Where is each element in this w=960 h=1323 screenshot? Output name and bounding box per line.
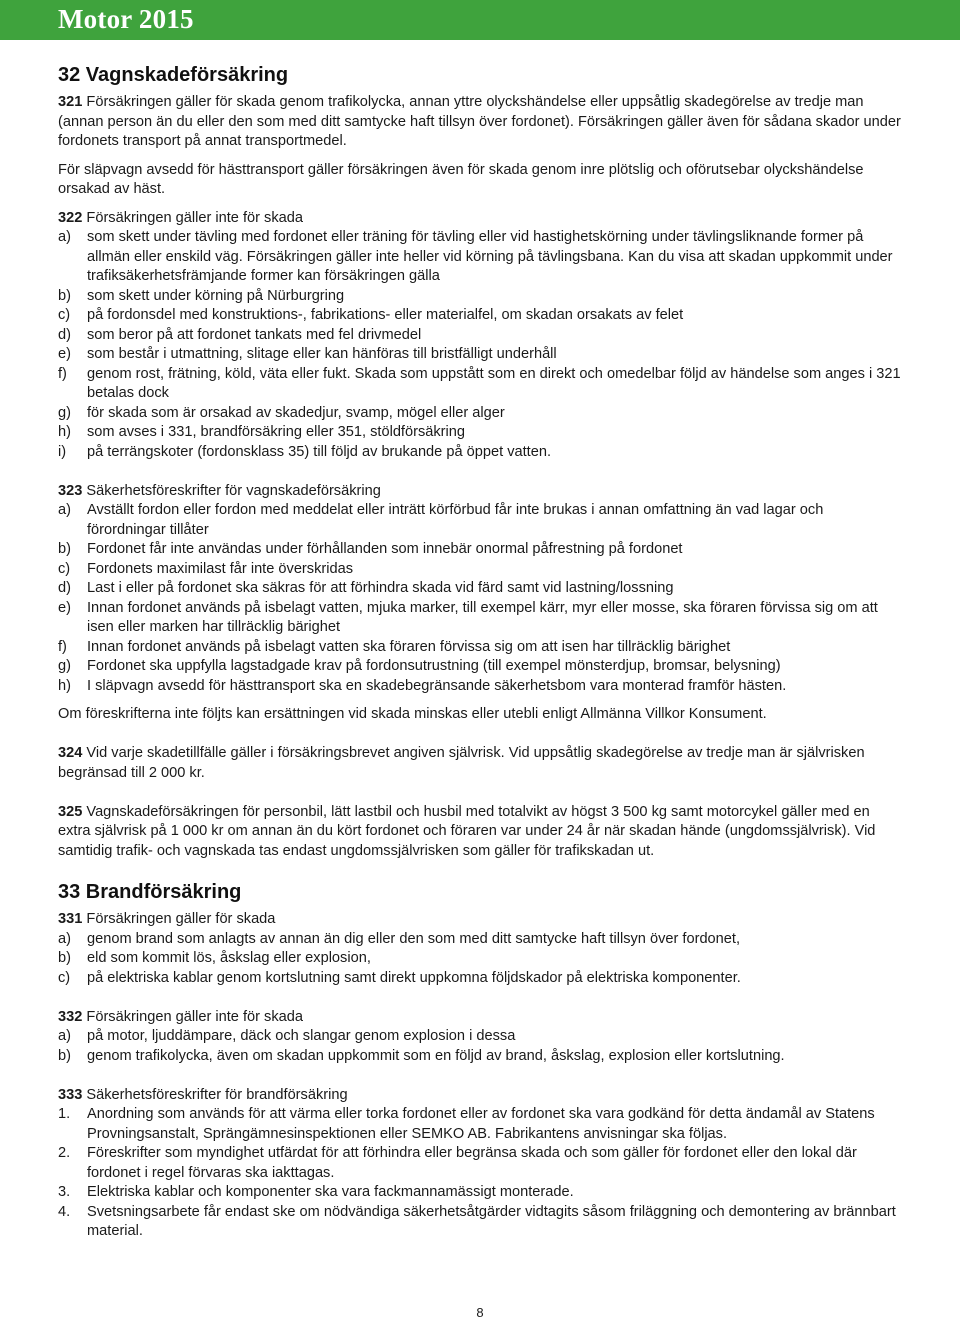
list-item-label: b) [58, 950, 71, 966]
list-item [58, 599, 902, 638]
list-item [58, 287, 902, 307]
list-item-label: c) [58, 969, 71, 986]
list-item-label: h) [58, 677, 71, 694]
list-item-label: g) [58, 658, 71, 674]
paragraph-322-intro [58, 209, 902, 229]
list-item [58, 1183, 902, 1203]
list-item-text: Innan fordonet används på isbelagt vatten ska föraren förvissa sig om att isen har tillräcklig bärighet [87, 638, 731, 655]
paragraph-323-intro [58, 482, 902, 502]
list-item-label: 1. [58, 1106, 71, 1122]
list-item-label: d) [58, 326, 71, 343]
paragraph-325 [58, 803, 902, 862]
list-item-label: e) [58, 599, 71, 616]
list-item-label: a) [58, 502, 71, 518]
list-item [58, 677, 902, 697]
paragraph-333-intro [58, 1086, 902, 1106]
list-item [58, 365, 902, 404]
list-item-text: Last i eller på fordonet ska säkras för att förhindra skada vid färd samt vid lastning/lossning [87, 580, 674, 596]
list-item [58, 1203, 902, 1242]
list-item [58, 579, 902, 599]
list-item-text: genom brand som anlagts av annan än dig eller den som med ditt samtycke haft tillsyn över fordonet, [87, 930, 741, 947]
clause-number: 323 [58, 482, 83, 499]
list-item-text: Innan fordonet används på isbelagt vatten, mjuka marker, till exempel kärr, myr eller mosse, ska föraren förvissa sig om att isen eller marken har tillräcklig bärighet [87, 599, 878, 635]
paragraph-323-after: Om föreskrifterna inte följts kan ersättningen vid skada minskas eller utebli enligt Allmänna Villkor Konsument. [58, 706, 767, 722]
list-item-text: Fordonets maximilast får inte överskridas [87, 560, 354, 577]
list-item-label: b) [58, 287, 71, 304]
document-title: Motor 2015 [58, 4, 194, 35]
clause-text: Vid varje skadetillfälle gäller i försäkringsbrevet angiven självrisk. Vid uppsåtlig skadegörelse av tredje man är självrisken begränsad till 2 000 kr. [58, 745, 865, 781]
clause-number: 324 [58, 745, 83, 761]
list-item [58, 540, 902, 560]
exclusion-list-332 [58, 1027, 902, 1066]
list-item-label: a) [58, 229, 71, 245]
clause-number: 322 [58, 209, 83, 226]
document-body [58, 62, 902, 1242]
list-item [58, 443, 902, 463]
header-bar [0, 0, 960, 40]
list-item-text: Fordonet ska uppfylla lagstadgade krav på fordonsutrustning (till exempel mönsterdjup, bromsar, belysning) [87, 658, 781, 674]
list-item [58, 326, 902, 346]
list-item-text: på terrängskoter (fordonsklass 35) till följd av brukande på öppet vatten. [87, 443, 552, 460]
list-item-text: som avses i 331, brandförsäkring eller 351, stöldförsäkring [87, 424, 466, 440]
paragraph-321 [58, 93, 902, 152]
list-item [58, 560, 902, 580]
list-item-label: 3. [58, 1184, 71, 1200]
clause-number: 321 [58, 94, 83, 110]
list-item-label: 2. [58, 1145, 71, 1161]
list-item-text: för skada som är orsakad av skadedjur, svamp, mögel eller alger [87, 404, 505, 421]
list-item-text: Svetsningsarbete får endast ske om nödvändiga säkerhetsåtgärder vidtagits såsom friläggning och demontering av brännbart material. [87, 1203, 896, 1239]
list-item-label: f) [58, 638, 67, 655]
list-item-label: f) [58, 365, 67, 382]
list-item-text: på elektriska kablar genom kortslutning samt direkt uppkomna följdskador på elektriska komponenter. [87, 969, 741, 986]
list-item [58, 306, 902, 326]
list-item-label: 4. [58, 1203, 71, 1220]
clause-number: 333 [58, 1086, 83, 1103]
clause-number: 331 [58, 911, 83, 927]
list-item-label: b) [58, 1047, 71, 1064]
list-item-text: som skett under tävling med fordonet eller träning för tävling eller vid hastighetskörning under tävlingsliknande former på allmän eller enskild väg. Försäkringen gäller inte heller vid körning på tävlingsbana. Kan du visa att skadan uppkommit under trafiksäkerhetsfrämjande former kan försäkringen gälla [87, 229, 893, 284]
list-item-label: a) [58, 1028, 71, 1044]
list-item-text: som skett under körning på Nürburgring [87, 287, 345, 304]
clause-number: 332 [58, 1008, 83, 1025]
list-item [58, 404, 902, 424]
clause-text: Säkerhetsföreskrifter för brandförsäkring [82, 1086, 348, 1103]
clause-text: Försäkringen gäller inte för skada [82, 1008, 303, 1025]
list-item-label: i) [58, 443, 67, 460]
coverage-list-331 [58, 930, 902, 989]
list-item [58, 638, 902, 658]
list-item-label: d) [58, 580, 71, 596]
clause-text: Vagnskadeförsäkringen för personbil, lätt lastbil och husbil med totalvikt av högst 3 500 kg samt motorcykel gäller med en extra självrisk på 1 000 kr om annan än du kört fordonet och föraren var under 24 år när skadan hände (ungdomssjälvrisk). Vid samtidig trafik- och vagnskada tas endast ungdomssjälvrisken som gäller för trafikskadan ut. [58, 803, 876, 859]
section-32-heading: 32 Vagnskadeförsäkring [58, 64, 289, 86]
list-item-label: c) [58, 307, 71, 323]
list-item-text: Anordning som används för att värma eller torka fordonet eller av fordonet ska vara godkänd för detta ändamål av Statens Provningsanstalt, Sprängämnesinspektionen eller SEMKO AB. Fabrikantens anvisningar ska följas. [87, 1106, 875, 1142]
list-item [58, 345, 902, 365]
list-item-text: I släpvagn avsedd för hästtransport ska en skadebegränsande säkerhetsbom vara monterad framför hästen. [87, 677, 787, 694]
list-item-text: på motor, ljuddämpare, däck och slangar genom explosion i dessa [87, 1028, 516, 1044]
list-item-text: Elektriska kablar och komponenter ska vara fackmannamässigt monterade. [87, 1184, 574, 1200]
list-item [58, 1047, 902, 1067]
list-item [58, 1105, 902, 1144]
list-item-text: Föreskrifter som myndighet utfärdat för att förhindra eller begränsa skada och som gäller för fordonet eller den lokal där fordonet i regel förvaras ska iakttagas. [87, 1145, 857, 1181]
list-item-label: h) [58, 424, 71, 440]
paragraph-331-intro [58, 910, 902, 930]
list-item-text: Fordonet får inte användas under förhållanden som innebär onormal påfrestning på fordonet [87, 541, 683, 557]
list-item-label: e) [58, 346, 71, 362]
list-item [58, 657, 902, 677]
paragraph-332-intro [58, 1008, 902, 1028]
list-item-text: som består i utmattning, slitage eller kan hänföras till bristfälligt underhåll [87, 346, 557, 362]
clause-text: Försäkringen gäller inte för skada [82, 209, 303, 226]
safety-rules-list-333 [58, 1105, 902, 1242]
paragraph-321-trailer: För släpvagn avsedd för hästtransport gäller försäkringen även för skada genom inre plötslig och oförutsebar olyckshändelse orsakad av häst. [58, 161, 864, 197]
list-item-label: a) [58, 930, 71, 947]
list-item [58, 969, 902, 989]
list-item-label: g) [58, 404, 71, 421]
list-item [58, 1027, 902, 1047]
list-item [58, 930, 902, 950]
list-item [58, 228, 902, 287]
list-item-text: genom rost, frätning, köld, väta eller fukt. Skada som uppstått som en direkt och omedelbar följd av händelse som anges i 321 betalas dock [87, 365, 901, 401]
clause-number: 325 [58, 803, 83, 820]
page-number: 8 [476, 1305, 484, 1320]
list-item-text: på fordonsdel med konstruktions-, fabrikations- eller materialfel, om skadan orsakats av felet [87, 307, 684, 323]
list-item-label: c) [58, 560, 71, 577]
exclusion-list-322 [58, 228, 902, 462]
safety-rules-list-323 [58, 501, 902, 696]
list-item-text: genom trafikolycka, även om skadan uppkommit som en följd av brand, åskslag, explosion eller kortslutning. [87, 1047, 785, 1064]
list-item [58, 1144, 902, 1183]
list-item-label: b) [58, 541, 71, 557]
list-item [58, 501, 902, 540]
list-item [58, 949, 902, 969]
clause-text: Säkerhetsföreskrifter för vagnskadeförsäkring [82, 482, 381, 499]
clause-text: Försäkringen gäller för skada genom trafikolycka, annan yttre olyckshändelse eller uppsåtlig skadegörelse av tredje man (annan person än du eller den som med ditt samtycke haft tillsyn över fordonet). Försäkringen gäller även för sådana skador under fordonets transport på annat transportmedel. [58, 94, 901, 149]
list-item-text: Avställt fordon eller fordon med meddelat eller inträtt körförbud får inte brukas i annan omfattning än vad lagar och förordningar tillåter [87, 502, 824, 538]
section-33-heading: 33 Brandförsäkring [58, 881, 242, 903]
list-item [58, 423, 902, 443]
list-item-text: eld som kommit lös, åskslag eller explosion, [87, 950, 371, 966]
list-item-text: som beror på att fordonet tankats med fel drivmedel [87, 326, 422, 343]
clause-text: Försäkringen gäller för skada [82, 911, 276, 927]
paragraph-324 [58, 744, 902, 783]
